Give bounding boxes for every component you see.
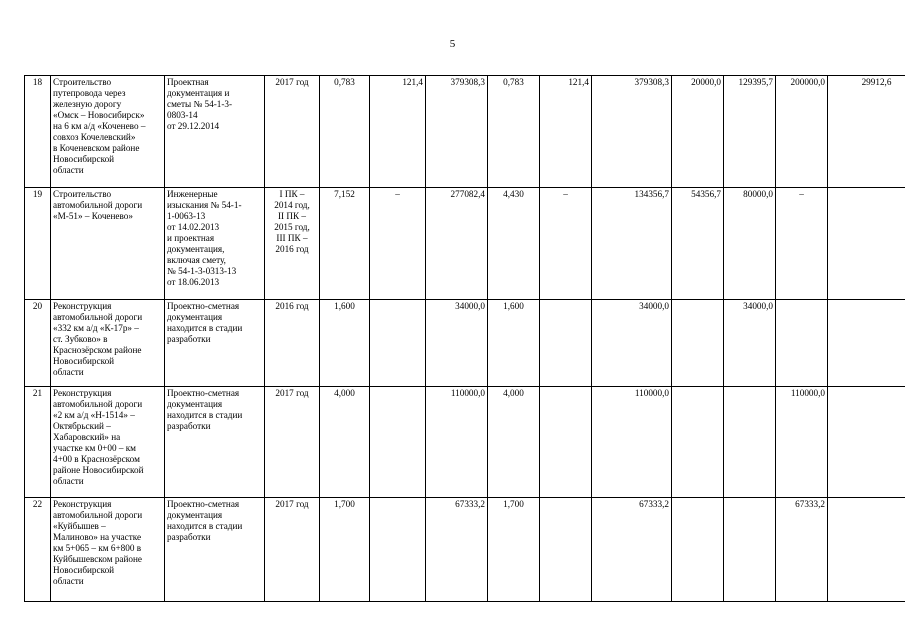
- value-cell-5: –: [540, 188, 592, 300]
- page-number: 5: [449, 38, 456, 50]
- row-number: 19: [25, 188, 51, 300]
- construction-period: I ПК – 2014 год, II ПК – 2015 год, III ПК – 2016 год: [265, 188, 320, 300]
- table-row: [25, 498, 905, 602]
- value-cell-1: 7,152: [320, 188, 370, 300]
- value-cell-9: 110000,0: [776, 387, 828, 498]
- value-cell-5: [540, 300, 592, 387]
- value-cell-10: [828, 387, 905, 498]
- value-cell-3: 277082,4: [426, 188, 488, 300]
- value-cell-6: 34000,0: [592, 300, 672, 387]
- value-cell-6: 379308,3: [592, 76, 672, 188]
- value-cell-8: [724, 498, 776, 602]
- table-row: [25, 387, 905, 498]
- object-name: Реконструкция автомобильной дороги «2 км а/д «Н-1514» – Октябрьский – Хабаровский» на участке км 0+00 – км 4+00 в Краснозёрском районе Новосибирской области: [51, 387, 165, 498]
- value-cell-9: –: [776, 188, 828, 300]
- value-cell-2: [370, 498, 426, 602]
- value-cell-7: [672, 498, 724, 602]
- value-cell-10: [828, 498, 905, 602]
- value-cell-4: 1,700: [488, 498, 540, 602]
- value-cell-2: [370, 387, 426, 498]
- project-documentation: Проектная документация и сметы № 54-1-3- 0803-14 от 29.12.2014: [165, 76, 265, 188]
- value-cell-1: 1,600: [320, 300, 370, 387]
- value-cell-4: 4,430: [488, 188, 540, 300]
- value-cell-7: [672, 387, 724, 498]
- value-cell-5: 121,4: [540, 76, 592, 188]
- value-cell-1: 1,700: [320, 498, 370, 602]
- value-cell-8: 80000,0: [724, 188, 776, 300]
- object-name: Реконструкция автомобильной дороги «332 км а/д «К-17р» – ст. Зубково» в Краснозёрском районе Новосибирской области: [51, 300, 165, 387]
- construction-period: 2017 год: [265, 387, 320, 498]
- value-cell-3: 110000,0: [426, 387, 488, 498]
- value-cell-6: 67333,2: [592, 498, 672, 602]
- row-number: 22: [25, 498, 51, 602]
- object-name: Реконструкция автомобильной дороги «Куйбышев – Малиново» на участке км 5+065 – км 6+800 в Куйбышевском районе Новосибирской области: [51, 498, 165, 602]
- table-row: [25, 300, 905, 387]
- value-cell-1: 0,783: [320, 76, 370, 188]
- row-number: 20: [25, 300, 51, 387]
- row-number: 21: [25, 387, 51, 498]
- value-cell-6: 110000,0: [592, 387, 672, 498]
- construction-period: 2017 год: [265, 76, 320, 188]
- project-documentation: Инженерные изыскания № 54-1- 1-0063-13 от 14.02.2013 и проектная документация, включая смету, № 54-1-3-0313-13 от 18.06.2013: [165, 188, 265, 300]
- value-cell-2: [370, 300, 426, 387]
- project-documentation: Проектно-сметная документация находится в стадии разработки: [165, 387, 265, 498]
- value-cell-3: 34000,0: [426, 300, 488, 387]
- value-cell-10: [828, 188, 905, 300]
- value-cell-5: [540, 387, 592, 498]
- value-cell-1: 4,000: [320, 387, 370, 498]
- value-cell-8: [724, 387, 776, 498]
- row-number: 18: [25, 76, 51, 188]
- object-name: Строительство автомобильной дороги «М-51» – Коченево»: [51, 188, 165, 300]
- construction-period: 2016 год: [265, 300, 320, 387]
- value-cell-4: 1,600: [488, 300, 540, 387]
- value-cell-10: [828, 300, 905, 387]
- value-cell-3: 379308,3: [426, 76, 488, 188]
- construction-objects-table: [24, 75, 905, 602]
- value-cell-8: 129395,7: [724, 76, 776, 188]
- value-cell-7: 54356,7: [672, 188, 724, 300]
- object-name: Строительство путепровода через железную дорогу «Омск – Новосибирск» на 6 км а/д «Коченево – совхоз Кочелевский» в Коченевском районе Новосибирской области: [51, 76, 165, 188]
- value-cell-8: 34000,0: [724, 300, 776, 387]
- value-cell-10: 29912,6: [828, 76, 905, 188]
- value-cell-9: [776, 300, 828, 387]
- project-documentation: Проектно-сметная документация находится в стадии разработки: [165, 498, 265, 602]
- value-cell-9: 67333,2: [776, 498, 828, 602]
- project-documentation: Проектно-сметная документация находится в стадии разработки: [165, 300, 265, 387]
- value-cell-7: 20000,0: [672, 76, 724, 188]
- value-cell-7: [672, 300, 724, 387]
- value-cell-2: 121,4: [370, 76, 426, 188]
- value-cell-9: 200000,0: [776, 76, 828, 188]
- value-cell-4: 0,783: [488, 76, 540, 188]
- value-cell-2: –: [370, 188, 426, 300]
- value-cell-3: 67333,2: [426, 498, 488, 602]
- value-cell-5: [540, 498, 592, 602]
- value-cell-4: 4,000: [488, 387, 540, 498]
- construction-period: 2017 год: [265, 498, 320, 602]
- value-cell-6: 134356,7: [592, 188, 672, 300]
- table-row: [25, 76, 905, 188]
- table-row: [25, 188, 905, 300]
